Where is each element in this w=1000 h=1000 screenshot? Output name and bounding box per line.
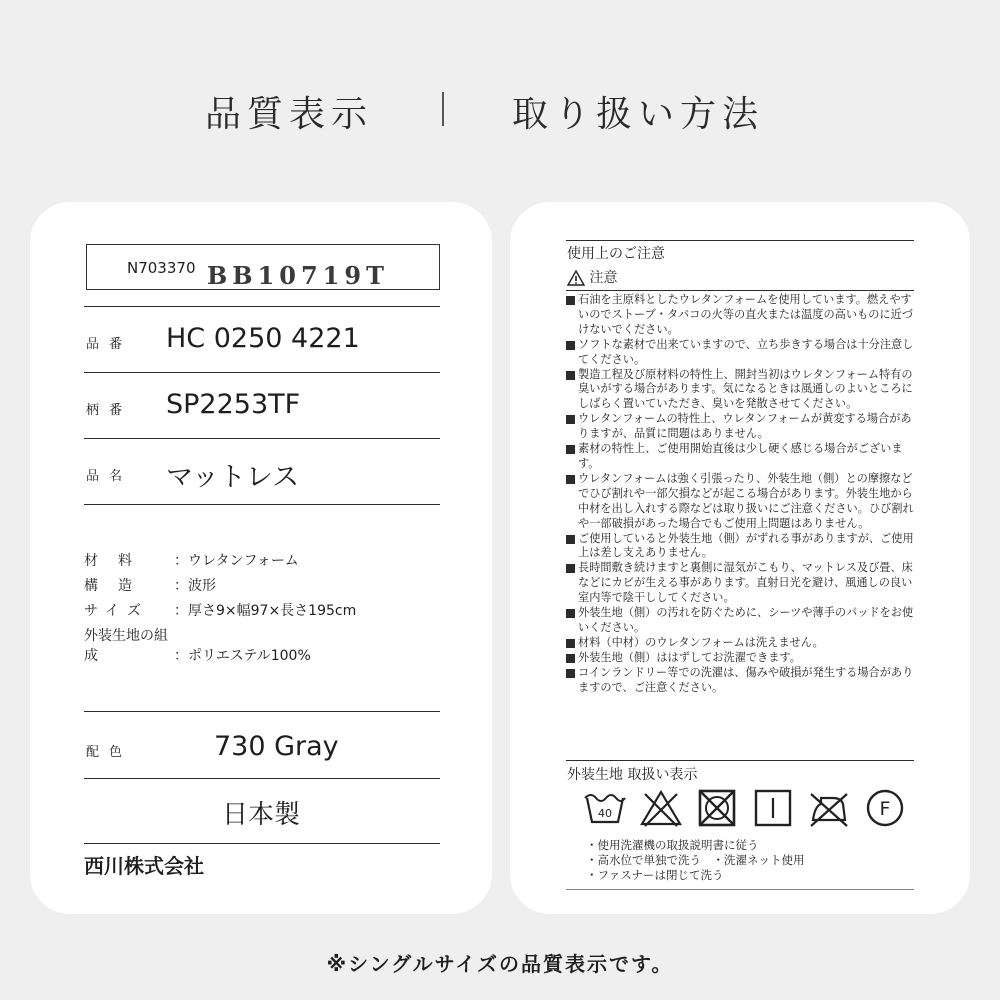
product-name-label: 品名 <box>86 469 133 484</box>
divider <box>566 240 914 241</box>
care-note: ご使用していると外装生地（側）がずれる事がありますが、ご使用上は差し支えありません。 <box>566 532 916 562</box>
care-note: ソフトな素材で出来ていますので、立ち歩きする場合は十分注意してください。 <box>566 338 916 368</box>
care-note: 材料（中材）のウレタンフォームは洗えません。 <box>566 636 916 651</box>
product-number-label: 品番 <box>86 337 133 352</box>
care-line: ・使用洗濯機の取扱説明書に従う <box>586 838 759 852</box>
wash-40-icon <box>583 788 627 828</box>
divider <box>566 889 914 890</box>
color-label: 配色 <box>86 745 133 760</box>
care-note: ウレタンフォームの特性上、ウレタンフォームが黄変する場合がありますが、品質に問題はありません。 <box>566 412 916 442</box>
spec-key: 材料 <box>84 553 152 569</box>
line-dry-icon <box>751 788 795 828</box>
spec-key: 構造 <box>84 578 152 594</box>
usage-caution-title: 使用上のご注意 <box>567 246 665 262</box>
bullet-icon <box>566 341 575 350</box>
care-note: 素材の特性上、ご使用開始直後は少し硬く感じる場合がございます。 <box>566 442 916 472</box>
caution-row <box>567 267 617 287</box>
care-note: 製造工程及び原材料の特性上、開封当初はウレタンフォーム特有の臭いがする場合があります。気になるときは風通しのよいところにしばらく置いていただき、臭いを発散させてください。 <box>566 368 916 413</box>
care-note: 長時間敷き続けますと裏側に湿気がこもり、マットレス及び畳、床などにカビが生える事があります。直射日光を避け、風通しの良い室内等で陰干ししてください。 <box>566 561 916 606</box>
dry-clean-letter: F <box>879 798 891 820</box>
care-note: 外装生地（側）ははずしてお洗濯できます。 <box>566 651 916 666</box>
care-symbols <box>583 788 903 832</box>
care-method-heading: 取り扱い方法 <box>512 94 765 135</box>
spec-value: ：厚さ9×幅97×長さ195cm <box>174 603 357 619</box>
pattern-number-value: SP2253TF <box>166 389 301 420</box>
bullet-icon <box>566 445 575 454</box>
divider <box>84 778 440 779</box>
quality-label-heading: 品質表示 <box>205 94 374 135</box>
tag-code: N703370 <box>127 259 196 277</box>
bullet-icon <box>566 535 575 544</box>
tag-stamp: BB10719T <box>207 261 389 290</box>
divider <box>566 290 914 291</box>
product-name-value: マットレス <box>166 462 300 493</box>
origin-text: 日本製 <box>221 800 300 830</box>
care-note: コインランドリー等での洗濯は、傷みや破損が発生する場合がありますので、ご注意ください。 <box>566 666 916 696</box>
tag-code-box <box>86 244 440 290</box>
divider <box>84 438 440 439</box>
page-header <box>0 86 1000 142</box>
bullet-icon <box>566 475 575 484</box>
bullet-icon <box>566 654 575 663</box>
bullet-icon <box>566 296 575 305</box>
care-instructions <box>586 838 805 883</box>
spec-value: ：ポリエステル100% <box>174 648 311 664</box>
divider <box>566 760 914 761</box>
care-note: 外装生地（側）の汚れを防ぐために、シーツや薄手のパッドをお使いください。 <box>566 606 916 636</box>
divider <box>84 306 440 307</box>
spec-fabric <box>84 625 311 665</box>
care-note: 石油を主原料としたウレタンフォームを使用しています。燃えやすいのでストーブ・タバコの火等の直火または温度の高いものに近づけないでください。 <box>566 293 916 338</box>
pattern-number-label: 柄番 <box>86 403 133 418</box>
spec-structure <box>84 575 216 595</box>
no-bleach-icon <box>639 788 683 828</box>
divider <box>84 711 440 712</box>
wash-temp-text: 40 <box>598 807 612 820</box>
spec-size <box>84 600 356 620</box>
fabric-care-title: 外装生地 取扱い表示 <box>567 767 698 783</box>
spec-value: ：ウレタンフォーム <box>174 553 299 569</box>
bullet-icon <box>566 669 575 678</box>
care-note: ウレタンフォームは強く引張ったり、外装生地（側）との摩擦などでひび割れや一部欠損などが起こる場合があります。外装生地から中材を出し入れする際などは取り扱いにご注意ください。ひび割れや一部破損があった場合でもご使用上問題はありません。 <box>566 472 916 532</box>
color-value: 730 Gray <box>214 731 339 762</box>
company-name: 西川株式会社 <box>84 854 204 878</box>
bullet-icon <box>566 371 575 380</box>
care-line: ・ファスナーは閉じて洗う <box>586 868 724 882</box>
single-size-footnote: ※シングルサイズの品質表示です。 <box>326 952 674 976</box>
divider <box>84 504 440 505</box>
spec-material <box>84 550 299 570</box>
no-tumble-dry-icon <box>695 788 739 828</box>
no-iron-icon <box>807 788 851 828</box>
bullet-icon <box>566 639 575 648</box>
caution-label: 注意 <box>589 270 618 286</box>
care-notes-list <box>566 293 916 695</box>
dry-clean-f-icon <box>863 788 907 828</box>
bullet-icon <box>566 415 575 424</box>
header-separator <box>442 92 444 126</box>
bullet-icon <box>566 564 575 573</box>
divider <box>84 372 440 373</box>
divider <box>84 843 440 844</box>
bullet-icon <box>566 609 575 618</box>
spec-key: サイズ <box>84 603 149 619</box>
care-line: ・高水位で単独で洗う ・洗濯ネット使用 <box>586 853 805 867</box>
warning-icon <box>567 270 585 286</box>
product-number-value: HC 0250 4221 <box>166 323 360 354</box>
spec-value: ：波形 <box>174 578 216 594</box>
spec-key: 外装生地の組成 <box>84 628 168 664</box>
